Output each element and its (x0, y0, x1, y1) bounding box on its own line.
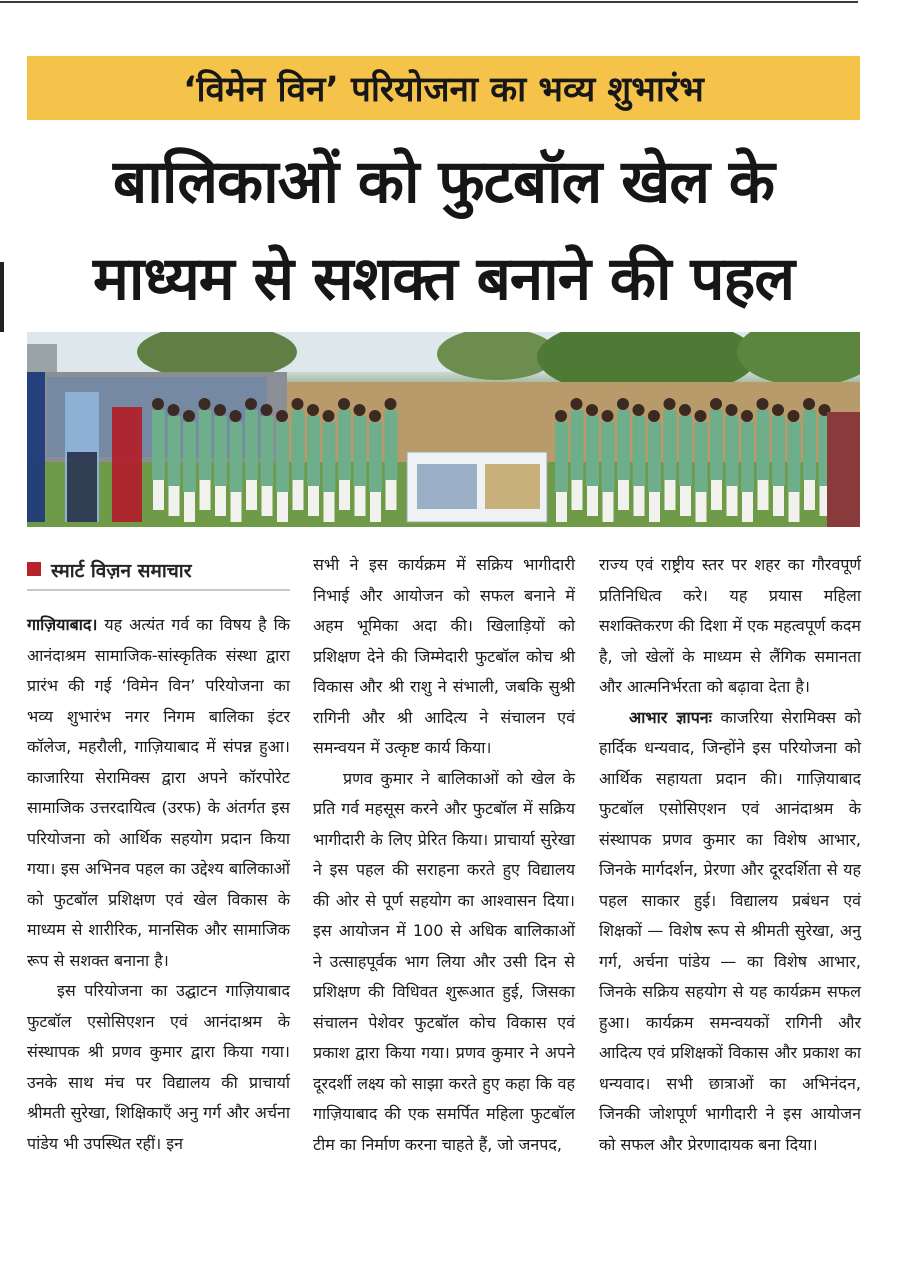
paragraph: प्रणव कुमार ने बालिकाओं को खेल के प्रति गर्व महसूस करने और फुटबॉल में सक्रिय भागीदारी के लिए प्रेरित किया। प्राचार्या सुरेखा ने इस पहल की सराहना करते हुए विद्यालय की ओर से पूर्ण सहयोग का आश्वासन दिया। इस आयोजन में 100 से अधिक बालिकाओं ने उत्साहपूर्वक भाग लिया और उसी दिन से प्रशिक्षण की विधिवत शुरूआत हुई, जिसका संचालन पेशेवर फुटबॉल कोच विकास एवं प्रकाश द्वारा किया गया। प्रणव कुमार ने अपने दूरदर्शी लक्ष्य को साझा करते हुए कहा कि वह गाज़ियाबाद की एक समर्पित महिला फुटबॉल टीम का निर्माण करना चाहते हैं, जो जनपद, (313, 768, 575, 1154)
bullet-square-icon (27, 562, 41, 576)
paragraph (27, 610, 290, 976)
group-photo-illustration (27, 332, 860, 527)
paragraph: इस परियोजना का उद्घाटन गाज़ियाबाद फुटबॉल एसोसिएशन एवं आनंदाश्रम के संस्थापक श्री प्रणव कुमार द्वारा किया गया। उनके साथ मंच पर विद्यालय की प्राचार्या श्रीमती सुरेखा, शिक्षिकाएँ अनु गर्ग और अर्चना पांडेय भी उपस्थित रहीं। इन (27, 981, 290, 1153)
headline (27, 134, 860, 328)
dateline: गाज़ियाबाद। (27, 615, 98, 634)
article-column-2 (313, 550, 575, 1160)
top-rule (0, 1, 858, 3)
headline-line-2: माध्यम से सशक्त बनाने की पहल (92, 244, 795, 314)
kicker-banner: ‘विमेन विन’ परियोजना का भव्य शुभारंभ (27, 56, 860, 120)
paragraph: राज्य एवं राष्ट्रीय स्तर पर शहर का गौरवपूर्ण प्रतिनिधित्व करे। यह प्रयास महिला सशक्तिकरण की दिशा में एक महत्वपूर्ण कदम है, जो खेलों के माध्यम से लैंगिक समानता और आत्मनिर्भरता को बढ़ावा देता है। (599, 555, 861, 696)
article-column-3 (599, 550, 861, 1160)
article-column-1 (27, 610, 290, 1159)
byline (27, 557, 290, 591)
paragraph (599, 703, 861, 1161)
paragraph-text: काजरिया सेरामिक्स को हार्दिक धन्यवाद, जिन्होंने इस परियोजना को आर्थिक सहायता प्रदान की। गाज़ियाबाद फुटबॉल एसोसिएशन एवं आनंदाश्रम के संस्थापक प्रणव कुमार का विशेष आभार, जिनके मार्गदर्शन, प्रेरणा और दूरदर्शिता से यह पहल साकार हुई। विद्यालय प्रबंधन एवं शिक्षकों — विशेष रूप से श्रीमती सुरेखा, अनु गर्ग, अर्चना पांडेय — का विशेष आभार, जिनके सक्रिय सहयोग से यह कार्यक्रम सफल हुआ। कार्यक्रम समन्वयकों रागिनी और आदित्य एवं प्रशिक्षकों विकास और प्रकाश का धन्यवाद। सभी छात्राओं का अभिनंदन, जिनकी जोशपूर्ण भागीदारी ने इस आयोजन को सफल और प्रेरणादायक बना दिया। (599, 707, 861, 1154)
margin-mark (0, 262, 4, 332)
byline-text: स्मार्ट विज़न समाचार (51, 560, 192, 582)
paragraph: सभी ने इस कार्यक्रम में सक्रिय भागीदारी निभाई और आयोजन को सफल बनाने में अहम भूमिका अदा की। खिलाड़ियों को प्रशिक्षण देने की जिम्मेदारी फुटबॉल कोच श्री विकास और श्री राशु ने संभाली, जबकि सुश्री रागिनी और श्री आदित्य ने संचालन एवं समन्वयन में उत्कृष्ट कार्य किया। (313, 555, 575, 757)
headline-line-1: बालिकाओं को फुटबॉल खेल के (113, 147, 774, 217)
acknowledgement-lead: आभार ज्ञापनः (629, 707, 712, 727)
group-photo (27, 332, 860, 527)
paragraph-text: यह अत्यंत गर्व का विषय है कि आनंदाश्रम सामाजिक-सांस्कृतिक संस्था द्वारा प्रारंभ की गई ‘विमेन विन’ परियोजना का भव्य शुभारंभ नगर निगम बालिका इंटर कॉलेज, महरौली, गाज़ियाबाद में संपन्न हुआ। काजारिया सेरामिक्स द्वारा अपने कॉरपोरेट सामाजिक उत्तरदायित्व (उरफ) के अंतर्गत इस परियोजना को आर्थिक सहयोग प्रदान किया गया। इस अभिनव पहल का उद्देश्य बालिकाओं को फुटबॉल प्रशिक्षण एवं खेल विकास के माध्यम से शारीरिक, मानसिक और सामाजिक रूप से सशक्त बनाना है। (27, 615, 291, 970)
